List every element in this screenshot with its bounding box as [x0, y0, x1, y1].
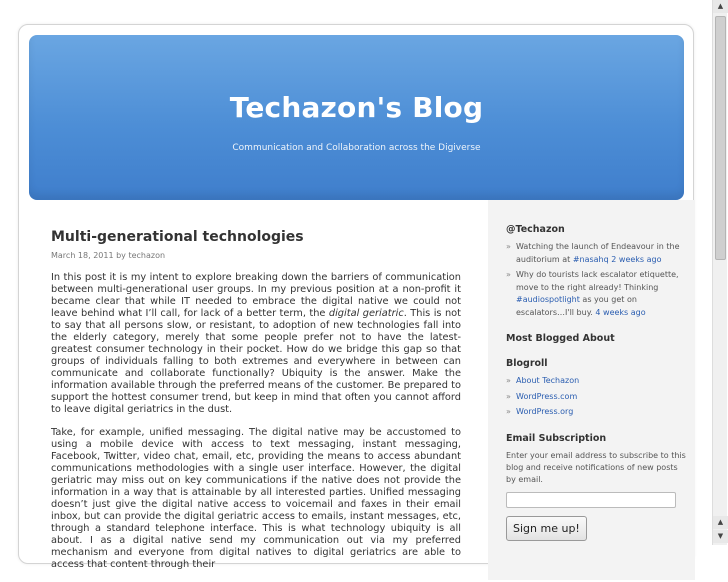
blogroll-title: Blogroll: [506, 358, 548, 369]
bullet-icon: »: [506, 270, 511, 279]
email-subscription-title: Email Subscription: [506, 432, 607, 444]
email-input[interactable]: [506, 492, 676, 508]
post-body: [51, 272, 461, 571]
twitter-widget: [506, 224, 687, 319]
tweet-text: Watching the launch of Endeavour in the auditorium at: [516, 242, 680, 264]
bullet-icon: »: [506, 376, 511, 385]
twitter-widget-title: @Techazon: [506, 224, 565, 235]
hashtag-link[interactable]: #nasahq: [572, 254, 609, 264]
tweet-time-link[interactable]: 4 weeks ago: [595, 307, 646, 317]
scrollbar-thumb[interactable]: [715, 16, 726, 260]
bullet-icon: »: [506, 242, 511, 251]
bullet-icon: »: [506, 391, 511, 401]
page-container: [18, 24, 694, 570]
main-content: [51, 229, 461, 582]
blogroll-link-wordpress-com[interactable]: WordPress.com: [516, 391, 578, 401]
scroll-down-icon[interactable]: ▼: [713, 530, 728, 543]
bullet-icon: »: [506, 407, 511, 416]
blogroll-link-wordpress-org[interactable]: WordPress.org: [516, 407, 574, 416]
scroll-up-icon[interactable]: ▲: [713, 516, 728, 529]
tweet-text: Why do tourists lack escalator etiquette, move to the right already! Thinking: [516, 270, 679, 292]
email-subscription-text: Enter your email address to subscribe to this blog and receive notifications of new posts by email.: [506, 450, 686, 484]
sidebar: [488, 200, 695, 580]
post-meta: March 18, 2011 by techazon: [51, 251, 166, 260]
blog-title[interactable]: Techazon's Blog: [229, 91, 484, 124]
vertical-scrollbar[interactable]: [712, 0, 727, 545]
blogroll-list: [506, 375, 687, 419]
post-title[interactable]: Multi-generational technologies: [51, 229, 304, 245]
blogroll-item: [506, 406, 687, 419]
post-emphasis: digital geriatric: [328, 308, 404, 319]
blogroll-widget: [506, 358, 687, 419]
blogroll-link-about[interactable]: About Techazon: [516, 376, 580, 385]
tweet-item: [506, 269, 687, 319]
blog-header: [29, 35, 684, 200]
blog-description: Communication and Collaboration across the Digiverse: [232, 143, 481, 153]
tweet-text: as you get on escalators…I'll buy.: [516, 295, 637, 317]
most-blogged-title: Most Blogged About: [506, 333, 615, 344]
post-paragraph-text: In this post it is my intent to explore breaking down the barriers of communication between multi-generational user groups. In my previous position at a non-profit it became clear that while IT needed to embrace the digital native we could not leave behind what I’ll call, for lack of a better term, the: [51, 272, 461, 319]
most-blogged-widget: [506, 333, 687, 344]
tweet-list: [506, 241, 687, 319]
post-paragraph: [51, 272, 461, 416]
blogroll-item: [506, 375, 687, 388]
post-paragraph: Take, for example, unified messaging. The digital native may be accustomed to using a mobile device with access to text messaging, instant messaging, Facebook, Twitter, video chat, email, etc, providing the means to access abundant communications methodologies with a single user interface. However, the digital geriatric may miss out on key communications if the native does not provide the information in a way that is attainable by all interested parties. Unified messaging doesn’t just give the digital native access to voicemail and faxes in their email inbox, but can provide the digital geriatric access to emails, instant messages, etc, through a standard telephone interface. This is what technology ubiquity is all about. I as a digital native send my communication out via my preferred mechanism and everyone from digital natives to digital geriatrics are able to access that content through their: [51, 427, 461, 570]
post-paragraph-text: . This is not to say that all persons slow, or resistant, to adoption of new technologies fall into the elderly category, merely that some people prefer not to have the latest-greatest consumer technology in their pocket. How do we bridge this gap so that groups of individuals falling to both extremes and everywhere in between can communicate and collaborate functionally? Ubiquity is the answer. Make the information available through the preferred means of the customer. Be prepared to support the hottest consumer trend, but keep in mind that often you cannot afford to leave digital geriatrics in the dust.: [51, 308, 461, 415]
tweet-time-link[interactable]: 2 weeks ago: [611, 254, 662, 264]
scroll-up-icon[interactable]: ▲: [713, 0, 728, 13]
tweet-item: [506, 241, 687, 266]
hashtag-link[interactable]: #audiospotlight: [516, 295, 580, 304]
sign-up-button[interactable]: Sign me up!: [506, 516, 587, 541]
email-subscription-widget: [506, 433, 687, 541]
blogroll-item: [506, 391, 687, 404]
